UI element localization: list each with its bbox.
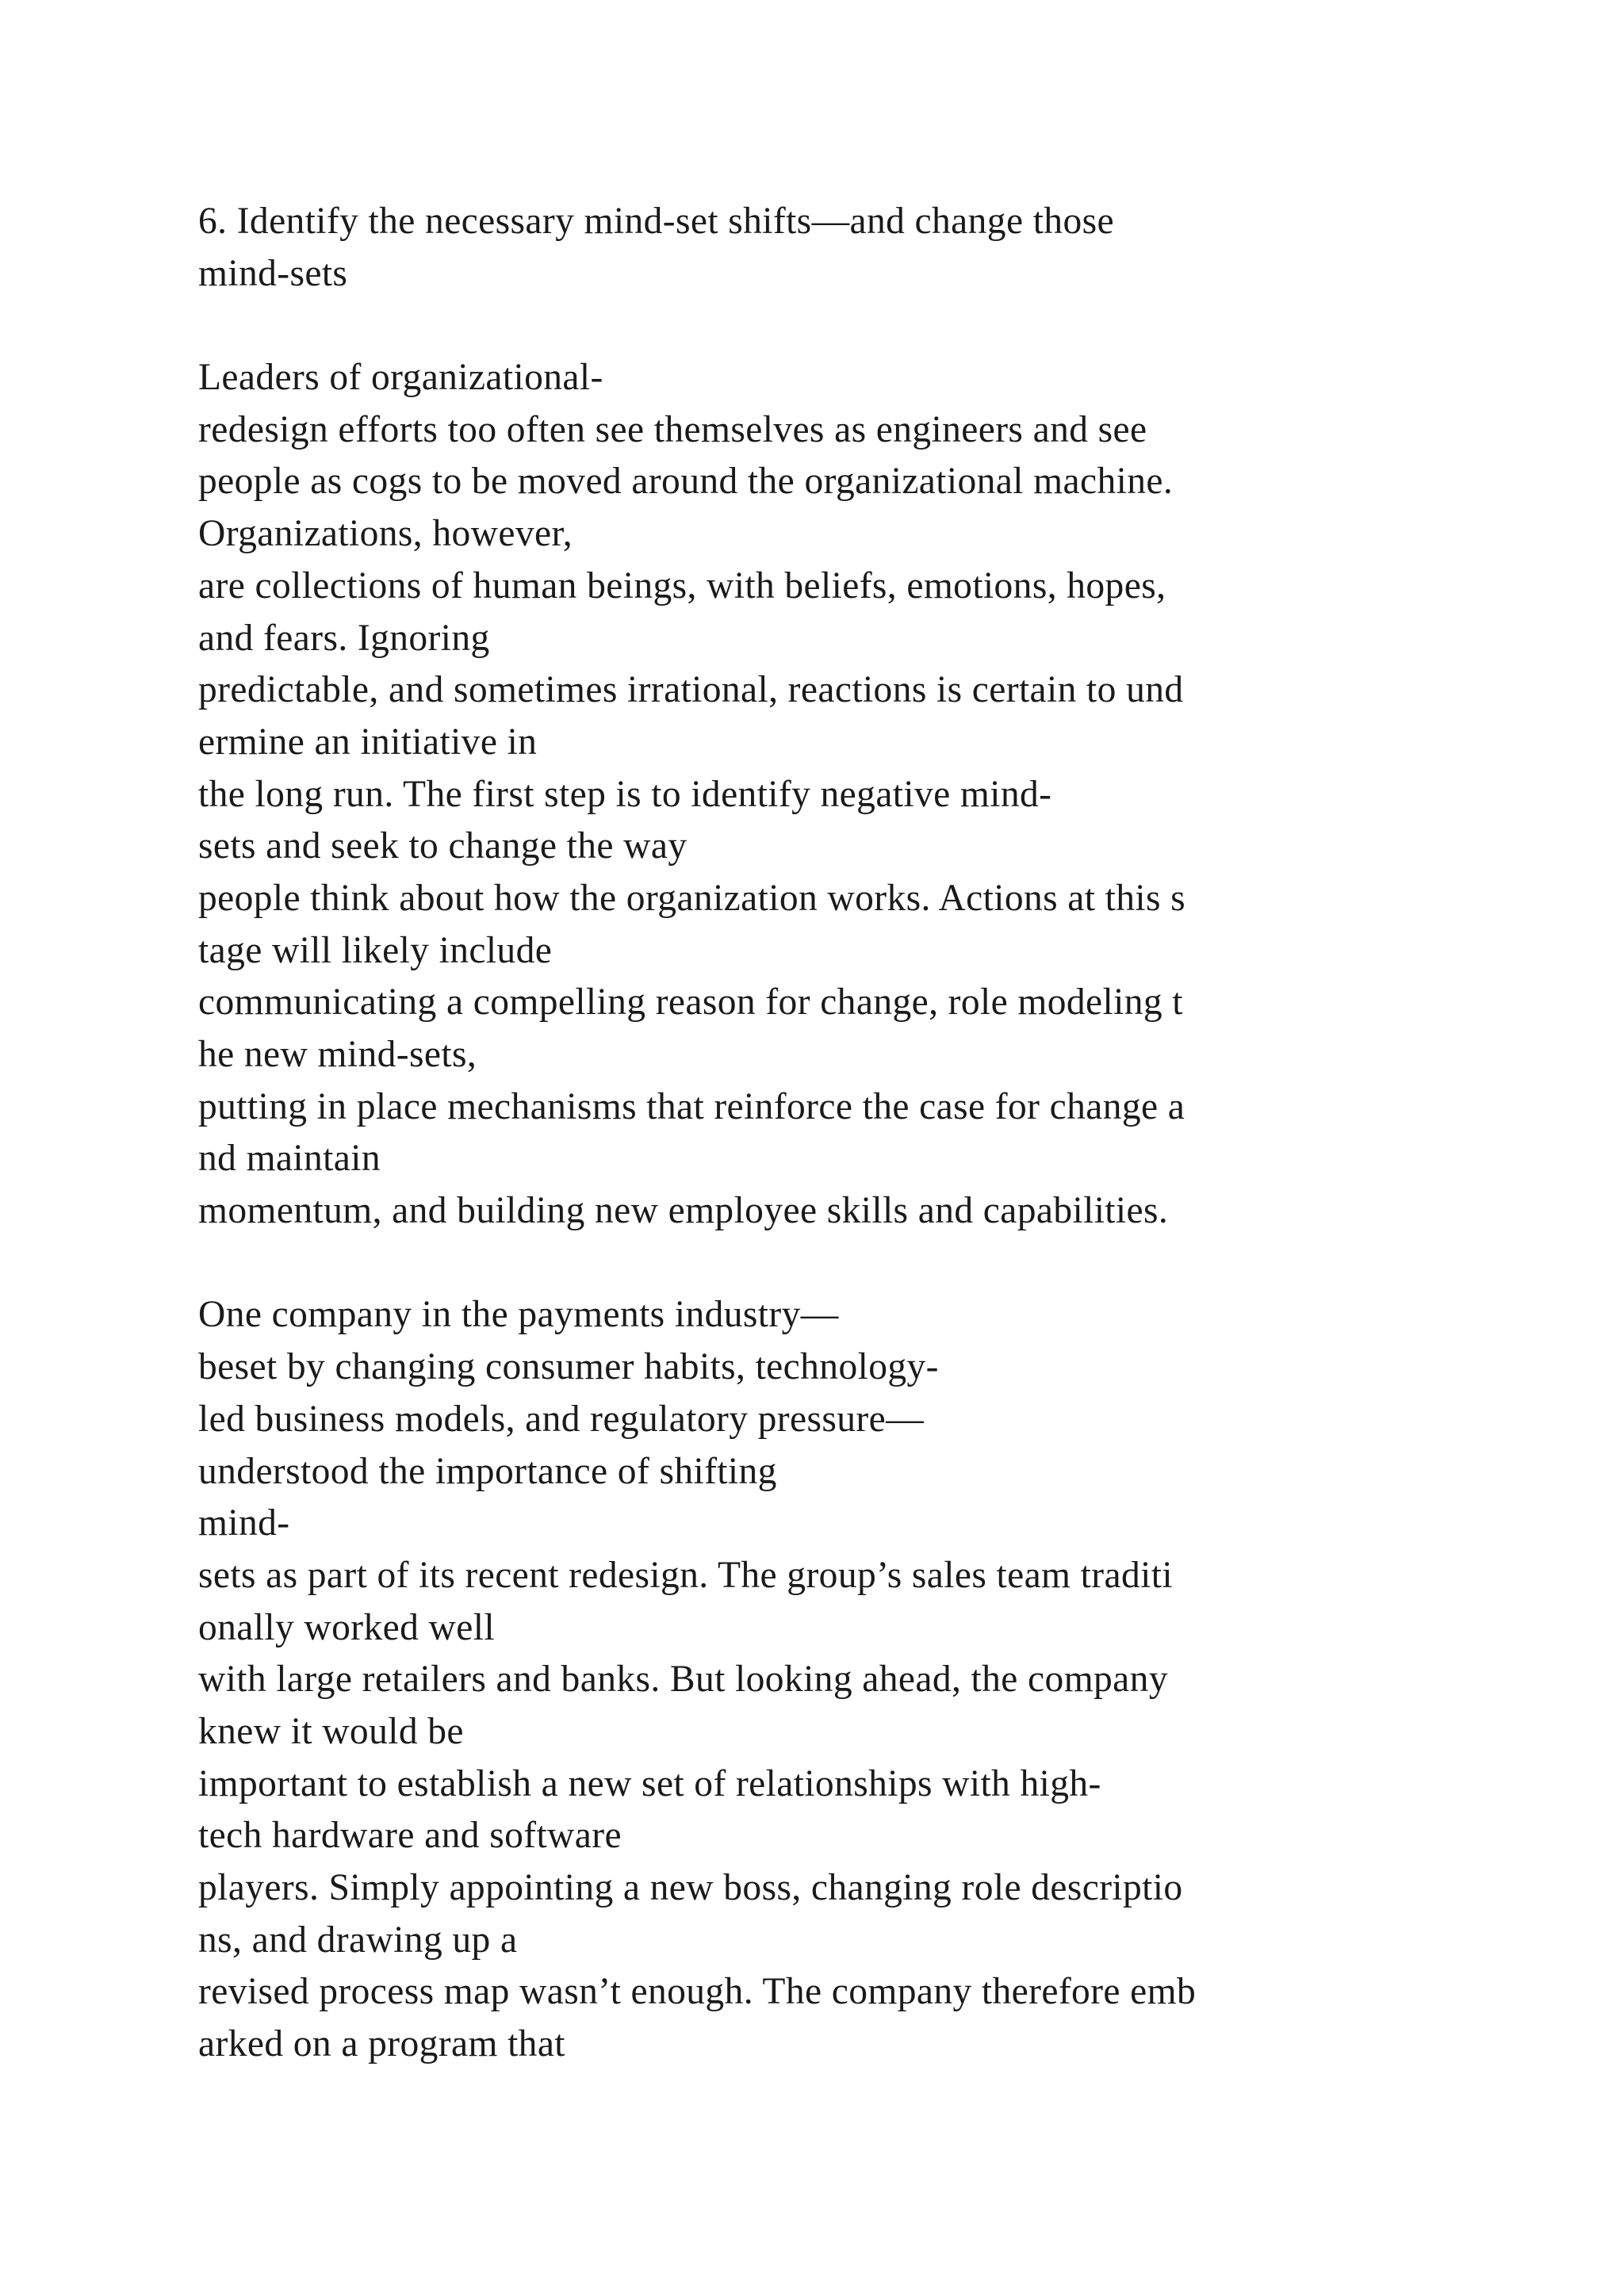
text-line: knew it would be <box>198 1710 464 1752</box>
blank-line <box>198 300 1594 352</box>
text-line: people as cogs to be moved around the organizational machine. <box>198 461 1174 503</box>
text-line: players. Simply appointing a new boss, changing role descriptio <box>198 1867 1183 1908</box>
document-text <box>198 196 1594 2071</box>
text-line: with large retailers and banks. But looking ahead, the company <box>198 1659 1168 1701</box>
text-line: revised process map wasn’t enough. The company therefore emb <box>198 1971 1197 2013</box>
heading-line-2: mind-sets <box>198 252 348 294</box>
text-line: mind- <box>198 1502 290 1544</box>
text-line: predictable, and sometimes irrational, reactions is certain to und <box>198 669 1184 711</box>
text-line: arked on a program that <box>198 2023 565 2065</box>
text-line: momentum, and building new employee skills and capabilities. <box>198 1190 1169 1232</box>
text-line: onally worked well <box>198 1606 495 1648</box>
text-line: he new mind-sets, <box>198 1034 477 1075</box>
text-line: tech hardware and software <box>198 1815 622 1857</box>
text-line: Leaders of organizational- <box>198 357 603 399</box>
text-line: sets as part of its recent redesign. The group’s sales team traditi <box>198 1554 1173 1596</box>
text-line: important to establish a new set of relationships with high- <box>198 1762 1101 1804</box>
text-line: beset by changing consumer habits, technology- <box>198 1346 939 1388</box>
text-line: understood the importance of shifting <box>198 1450 777 1492</box>
text-line: communicating a compelling reason for change, role modeling t <box>198 982 1183 1024</box>
text-line: tage will likely include <box>198 929 553 971</box>
text-line: people think about how the organization works. Actions at this s <box>198 877 1186 919</box>
text-line: redesign efforts too often see themselves as engineers and see <box>198 408 1147 450</box>
text-line: ns, and drawing up a <box>198 1919 518 1961</box>
text-line: nd maintain <box>198 1138 381 1180</box>
text-line: ermine an initiative in <box>198 721 538 763</box>
text-line: and fears. Ignoring <box>198 617 490 659</box>
text-line: Organizations, however, <box>198 513 573 555</box>
heading-line-1: 6. Identify the necessary mind-set shifts—and change those <box>198 201 1114 242</box>
blank-line <box>198 1238 1594 1290</box>
text-line: One company in the payments industry— <box>198 1294 839 1336</box>
text-line: putting in place mechanisms that reinforce the case for change a <box>198 1085 1185 1127</box>
text-line: are collections of human beings, with beliefs, emotions, hopes, <box>198 564 1166 607</box>
text-line: led business models, and regulatory pressure— <box>198 1398 925 1440</box>
text-line: sets and seek to change the way <box>198 825 688 867</box>
text-line: the long run. The first step is to identify negative mind- <box>198 773 1052 815</box>
